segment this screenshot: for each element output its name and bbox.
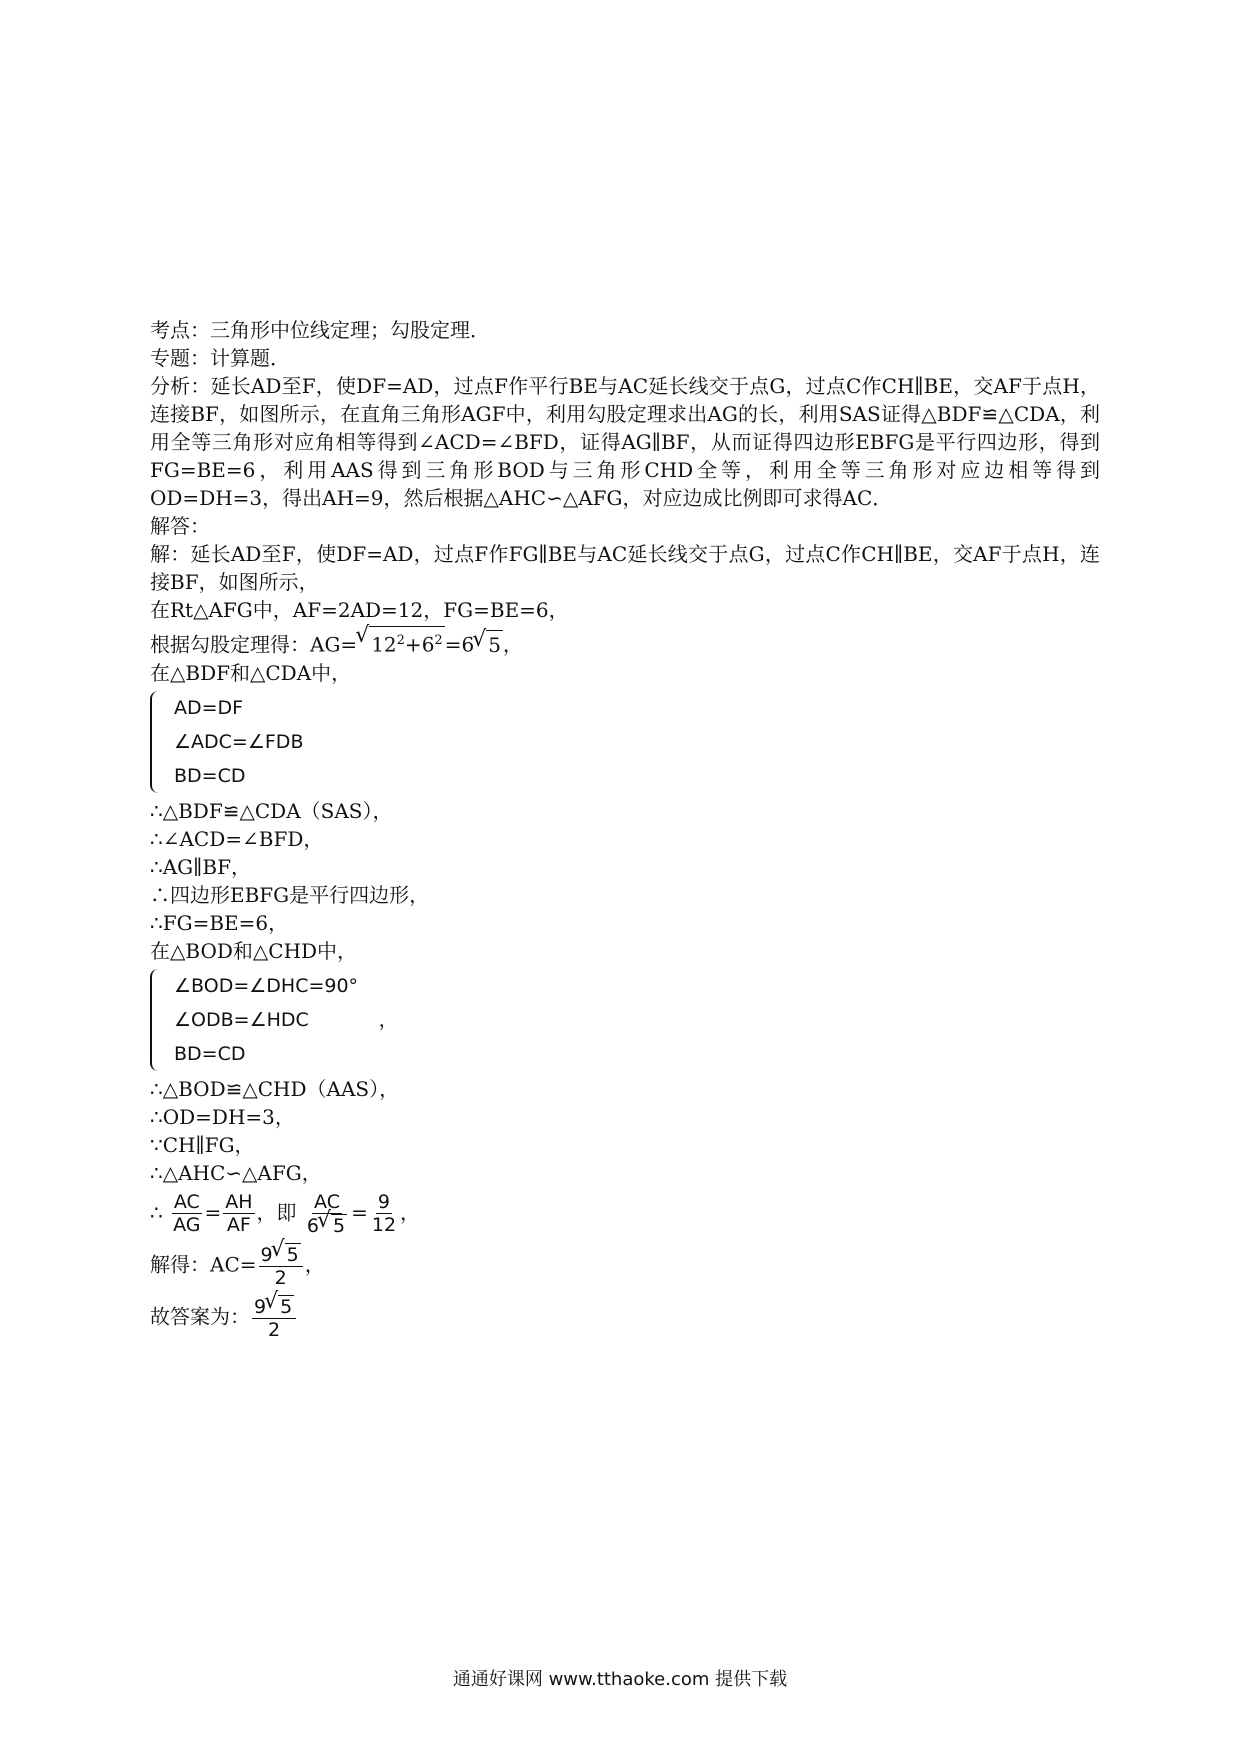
rt-line: 在Rt△AFG中，AF=2AD=12，FG=BE=6， xyxy=(150,598,569,622)
jie-paragraph: 解：延长AD至F，使DF=AD，过点F作FG∥BE与AC延长线交于点G，过点C作CH∥BE，交AF于点H，连接BF，如图所示， xyxy=(150,542,1100,594)
equals-2: = xyxy=(351,1200,368,1225)
in1-line: 在△BDF和△CDA中， xyxy=(150,660,352,685)
sys1-line-2: ∠ADC=∠FDB xyxy=(174,730,304,753)
fraction-ac-6sqrt5: $\frac{AC}{6√ 5}$ xyxy=(305,1191,349,1237)
footer-source: 通通好课网 www.tthaoke.com 提供下载 xyxy=(452,1669,788,1690)
in2-line: 在△BOD和△CHD中， xyxy=(150,938,358,963)
left-brace-icon xyxy=(150,969,168,1071)
therefore-symbol: ∴ xyxy=(150,1200,163,1225)
equation-system-2 xyxy=(150,969,1100,1071)
step-3: ∴AG∥BF， xyxy=(150,854,251,879)
gougu-a: 12 xyxy=(371,632,397,657)
zhuanti-line: 专题：计算题． xyxy=(150,346,290,370)
jiede-label: 解得：AC= xyxy=(150,1252,257,1277)
fraction-9sqrt5-2: $\frac{9√ 5}{2}$ xyxy=(259,1243,303,1289)
fraction-ah-af: $\frac{AH}{AF}$ xyxy=(225,1191,253,1237)
gougu-end: ， xyxy=(502,632,523,657)
jiede-line xyxy=(150,1243,1100,1289)
gougu-b: 6 xyxy=(421,632,435,657)
step-9: ∴△AHC∽△AFG， xyxy=(150,1160,322,1185)
solution-content xyxy=(150,316,1100,1341)
sys2-line-1: ∠BOD=∠DHC=90° xyxy=(174,974,359,997)
kaodian-line: 考点：三角形中位线定理；勾股定理． xyxy=(150,318,490,342)
ji-text: ，即 xyxy=(256,1200,297,1225)
answer-fraction: $\frac{9√ 5}{2}$ xyxy=(252,1295,296,1341)
answer-label: 故答案为： xyxy=(150,1304,250,1329)
step-7: ∴OD=DH=3， xyxy=(150,1104,295,1129)
answer-line xyxy=(150,1295,1100,1341)
sqrt-five xyxy=(474,630,503,659)
step-4: ∴四边形EBFG是平行四边形， xyxy=(150,882,430,907)
sys2-line-3: BD=CD xyxy=(174,1042,246,1065)
step-2: ∴∠ACD=∠BFD， xyxy=(150,826,324,851)
gougu-exp-a: 2 xyxy=(396,633,405,648)
jiede-end: ， xyxy=(304,1252,325,1277)
sys2-line-2-text: ∠ODB=∠HDC xyxy=(174,1008,309,1031)
sqrt-expression: √ $12^2+6^2$ xyxy=(357,626,445,659)
gougu-exp-b: 2 xyxy=(434,633,443,648)
jieda-label: 解答： xyxy=(150,514,210,538)
gougu-prefix: 根据勾股定理得：AG= xyxy=(150,632,358,657)
proportion-line xyxy=(150,1191,1100,1237)
gougu-root: 5 xyxy=(486,630,503,659)
fraction-9-12: $\frac{9}{12}$ xyxy=(371,1191,397,1237)
sys1-line-1: AD=DF xyxy=(174,696,244,719)
step-5: ∴FG=BE=6， xyxy=(150,910,289,935)
gougu-mid: =6 xyxy=(444,632,475,657)
step-6: ∴△BOD≌△CHD（AAS）， xyxy=(150,1076,400,1101)
fenxi-paragraph: 分析：延长AD至F，使DF=AD，过点F作平行BE与AC延长线交于点G，过点C作CH∥BE，交AF于点H，连接BF，如图所示，在直角三角形AGF中，利用勾股定理求出AG的长，利用SAS证得△BDF≌△CDA，利用全等三角形对应角相等得到∠ACD=∠BFD，证得AG∥BF，从而证得四边形EBFG是平行四边形，得到FG=BE=6，利用AAS得到三角形BOD与三角形CHD全等，利用全等三角形对应边相等得到OD=DH=3，得出AH=9，然后根据△AHC∽△AFG，对应边成比例即可求得AC． xyxy=(150,374,1100,510)
left-brace-icon xyxy=(150,691,168,793)
sys2-line-2 xyxy=(174,1003,398,1037)
equation-system-1 xyxy=(150,691,1100,793)
step-1: ∴△BDF≌△CDA（SAS）， xyxy=(150,798,393,823)
gougu-line xyxy=(150,626,1100,659)
equals-1: = xyxy=(204,1200,222,1225)
fraction-ac-ag: $\frac{AC}{AG}$ xyxy=(173,1191,201,1237)
step-8: ∵CH∥FG， xyxy=(150,1132,255,1157)
sys2-comma: ， xyxy=(378,1008,398,1031)
prop-end: ， xyxy=(400,1200,421,1225)
sys1-line-3: BD=CD xyxy=(174,764,246,787)
